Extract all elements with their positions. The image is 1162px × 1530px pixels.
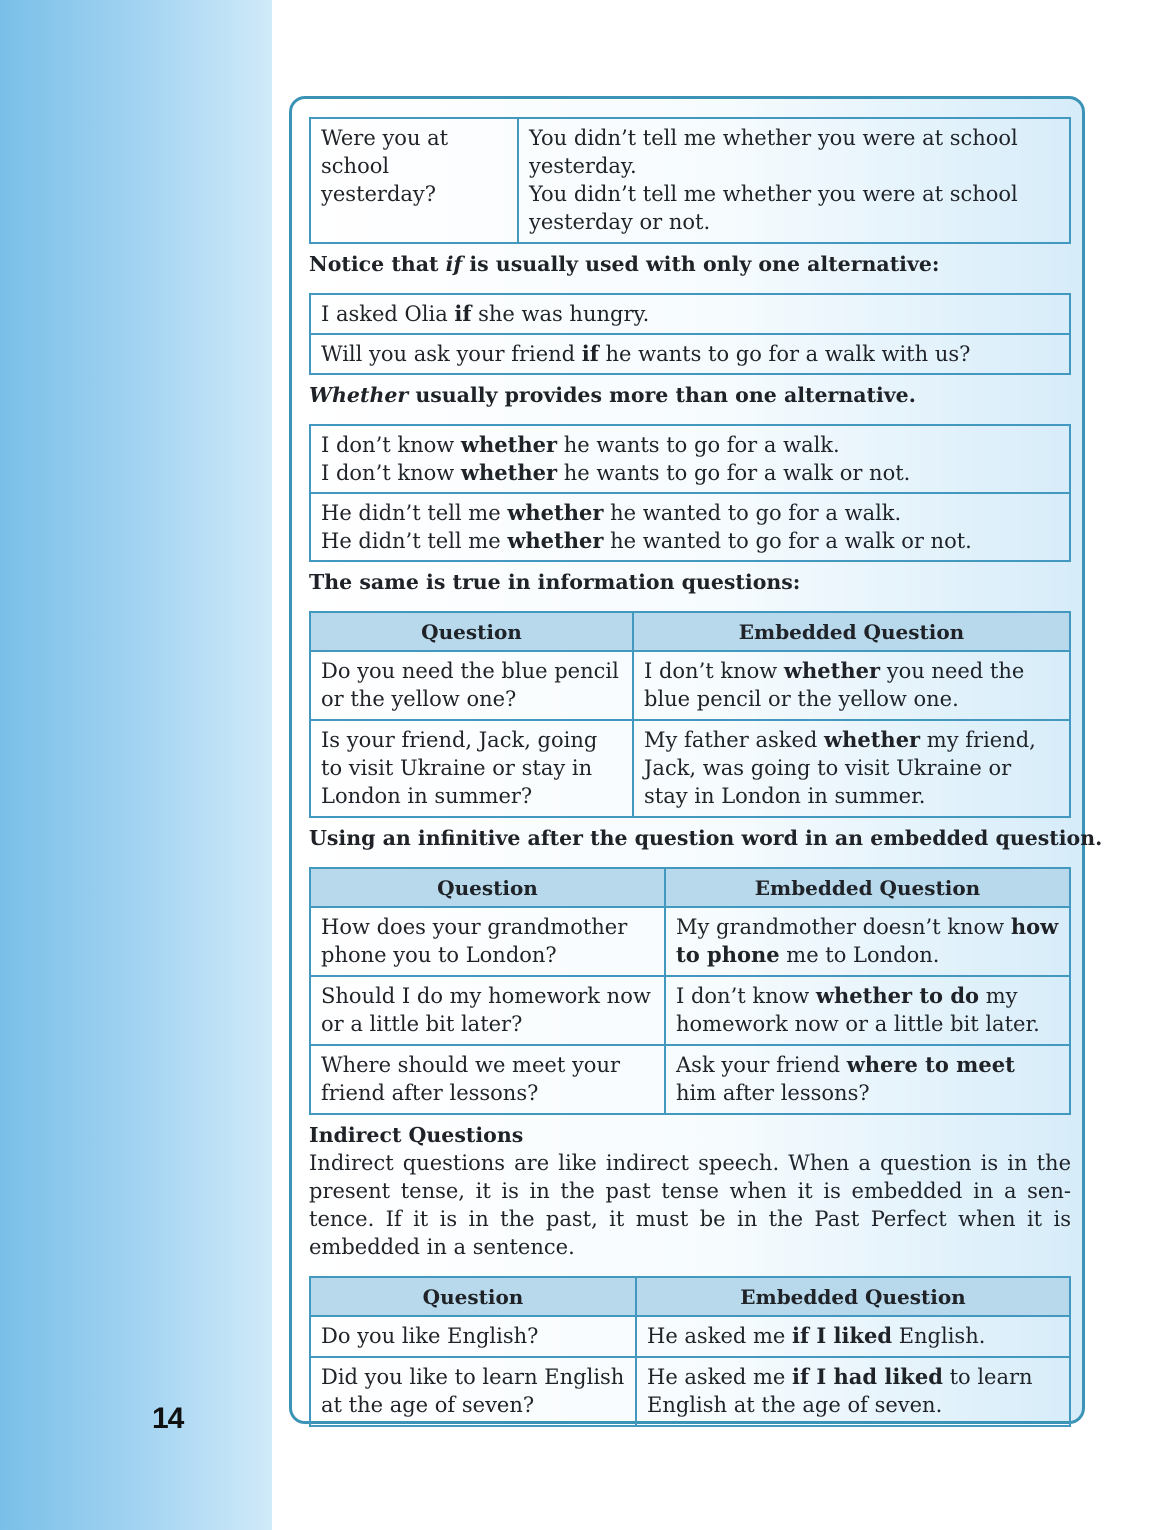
example-text: He didn’t tell me — [321, 529, 508, 553]
question-cell: Do you need the blue pencil or the yellow one? — [310, 651, 633, 720]
embedded-cell: My father asked whether my friend, Jack, was going to visit Ukraine or stay in London in summer. — [633, 720, 1070, 817]
example-text: He didn’t tell me — [321, 501, 508, 525]
table-header-row — [310, 868, 1070, 907]
column-header: Question — [310, 868, 665, 907]
table-header-row — [310, 612, 1070, 651]
column-header: Embedded Question — [633, 612, 1070, 651]
note-infinitive: Using an infinitive after the question word in an embedded question. — [309, 826, 1103, 850]
example-keyword: whether — [460, 460, 558, 485]
embedded-cell: I don’t know whether you need the blue pencil or the yellow one. — [633, 651, 1070, 720]
table-row — [310, 1045, 1070, 1114]
example-keyword: whether — [460, 432, 558, 457]
whether-examples-box — [309, 424, 1071, 562]
question-cell: How does your grandmother phone you to London? — [310, 907, 665, 976]
example-text: he wants to go for a walk with us? — [598, 342, 971, 366]
example-row — [311, 333, 1069, 373]
column-header: Embedded Question — [636, 1277, 1070, 1316]
page-number: 14 — [152, 1402, 184, 1435]
note-emphasis: Whether — [309, 383, 409, 407]
note-text: Notice that — [309, 252, 446, 276]
indirect-questions-table — [309, 1276, 1071, 1427]
example-text: he wanted to go for a walk or not. — [603, 529, 972, 553]
note-emphasis: if — [445, 252, 463, 276]
example-row — [311, 492, 1069, 560]
answer-line: You didn’t tell me whether you were at school yesterday or not. — [529, 182, 1018, 234]
answer-line: You didn’t tell me whether you were at school yesterday. — [529, 126, 1018, 178]
embedded-cell: My grandmother doesn’t know how to phone me to London. — [665, 907, 1070, 976]
yes-no-answers — [518, 118, 1070, 243]
example-keyword: if — [454, 301, 472, 326]
note-whether — [309, 381, 1071, 409]
info-questions-table — [309, 611, 1071, 818]
panel-content — [309, 115, 1103, 1427]
section-body: Indirect questions are like indirect speech. When a question is in the present tense, it is in the past tense when it is embedded in a sentence. If it is in the past, it must be in the Past Perfect when it is embedded in a sentence. — [309, 1151, 1071, 1259]
table-row — [310, 976, 1070, 1045]
table-row — [310, 1316, 1070, 1357]
question-cell: Did you like to learn English at the age of seven? — [310, 1357, 636, 1426]
example-text: he wanted to go for a walk. — [603, 501, 902, 525]
side-color-band — [0, 0, 272, 1530]
example-text: I asked Olia — [321, 302, 455, 326]
example-row — [311, 295, 1069, 333]
embedded-cell: He asked me if I had liked to learn English at the age of seven. — [636, 1357, 1070, 1426]
embedded-cell: Ask your friend where to meet him after lessons? — [665, 1045, 1070, 1114]
table-row — [310, 720, 1070, 817]
note-if — [309, 250, 1071, 278]
note-text: is usually used with only one alternative: — [462, 252, 940, 276]
table-row — [310, 907, 1070, 976]
table-row — [310, 1357, 1070, 1426]
infinitive-table — [309, 867, 1071, 1115]
question-cell: Do you like English? — [310, 1316, 636, 1357]
embedded-cell: I don’t know whether to do my homework now or a little bit later. — [665, 976, 1070, 1045]
table-header-row — [310, 1277, 1070, 1316]
example-row — [311, 426, 1069, 492]
section-title: Indirect Questions — [309, 1123, 524, 1147]
column-header: Question — [310, 1277, 636, 1316]
column-header: Question — [310, 612, 633, 651]
example-keyword: whether — [507, 500, 604, 525]
table-row — [310, 118, 1070, 243]
grammar-panel — [289, 96, 1103, 1424]
example-text: he wants to go for a walk or not. — [557, 461, 911, 485]
example-keyword: whether — [507, 528, 604, 553]
note-text: usually provides more than one alternative. — [408, 383, 916, 407]
example-text: I don’t know — [321, 461, 461, 485]
table-row — [310, 651, 1070, 720]
embedded-cell: He asked me if I liked English. — [636, 1316, 1070, 1357]
yes-no-question: Were you at school yesterday? — [310, 118, 518, 243]
yes-no-box — [309, 117, 1071, 244]
example-text: he wants to go for a walk. — [557, 433, 840, 457]
question-cell: Is your friend, Jack, going to visit Ukraine or stay in London in summer? — [310, 720, 633, 817]
example-text: I don’t know — [321, 433, 461, 457]
example-text: she was hungry. — [471, 302, 650, 326]
example-text: Will you ask your friend — [321, 342, 582, 366]
indirect-questions-section — [309, 1121, 1071, 1261]
question-cell: Where should we meet your friend after lessons? — [310, 1045, 665, 1114]
if-examples-box — [309, 293, 1071, 375]
note-info: The same is true in information questions: — [309, 570, 801, 594]
question-cell: Should I do my homework now or a little bit later? — [310, 976, 665, 1045]
example-keyword: if — [581, 341, 599, 366]
column-header: Embedded Question — [665, 868, 1070, 907]
